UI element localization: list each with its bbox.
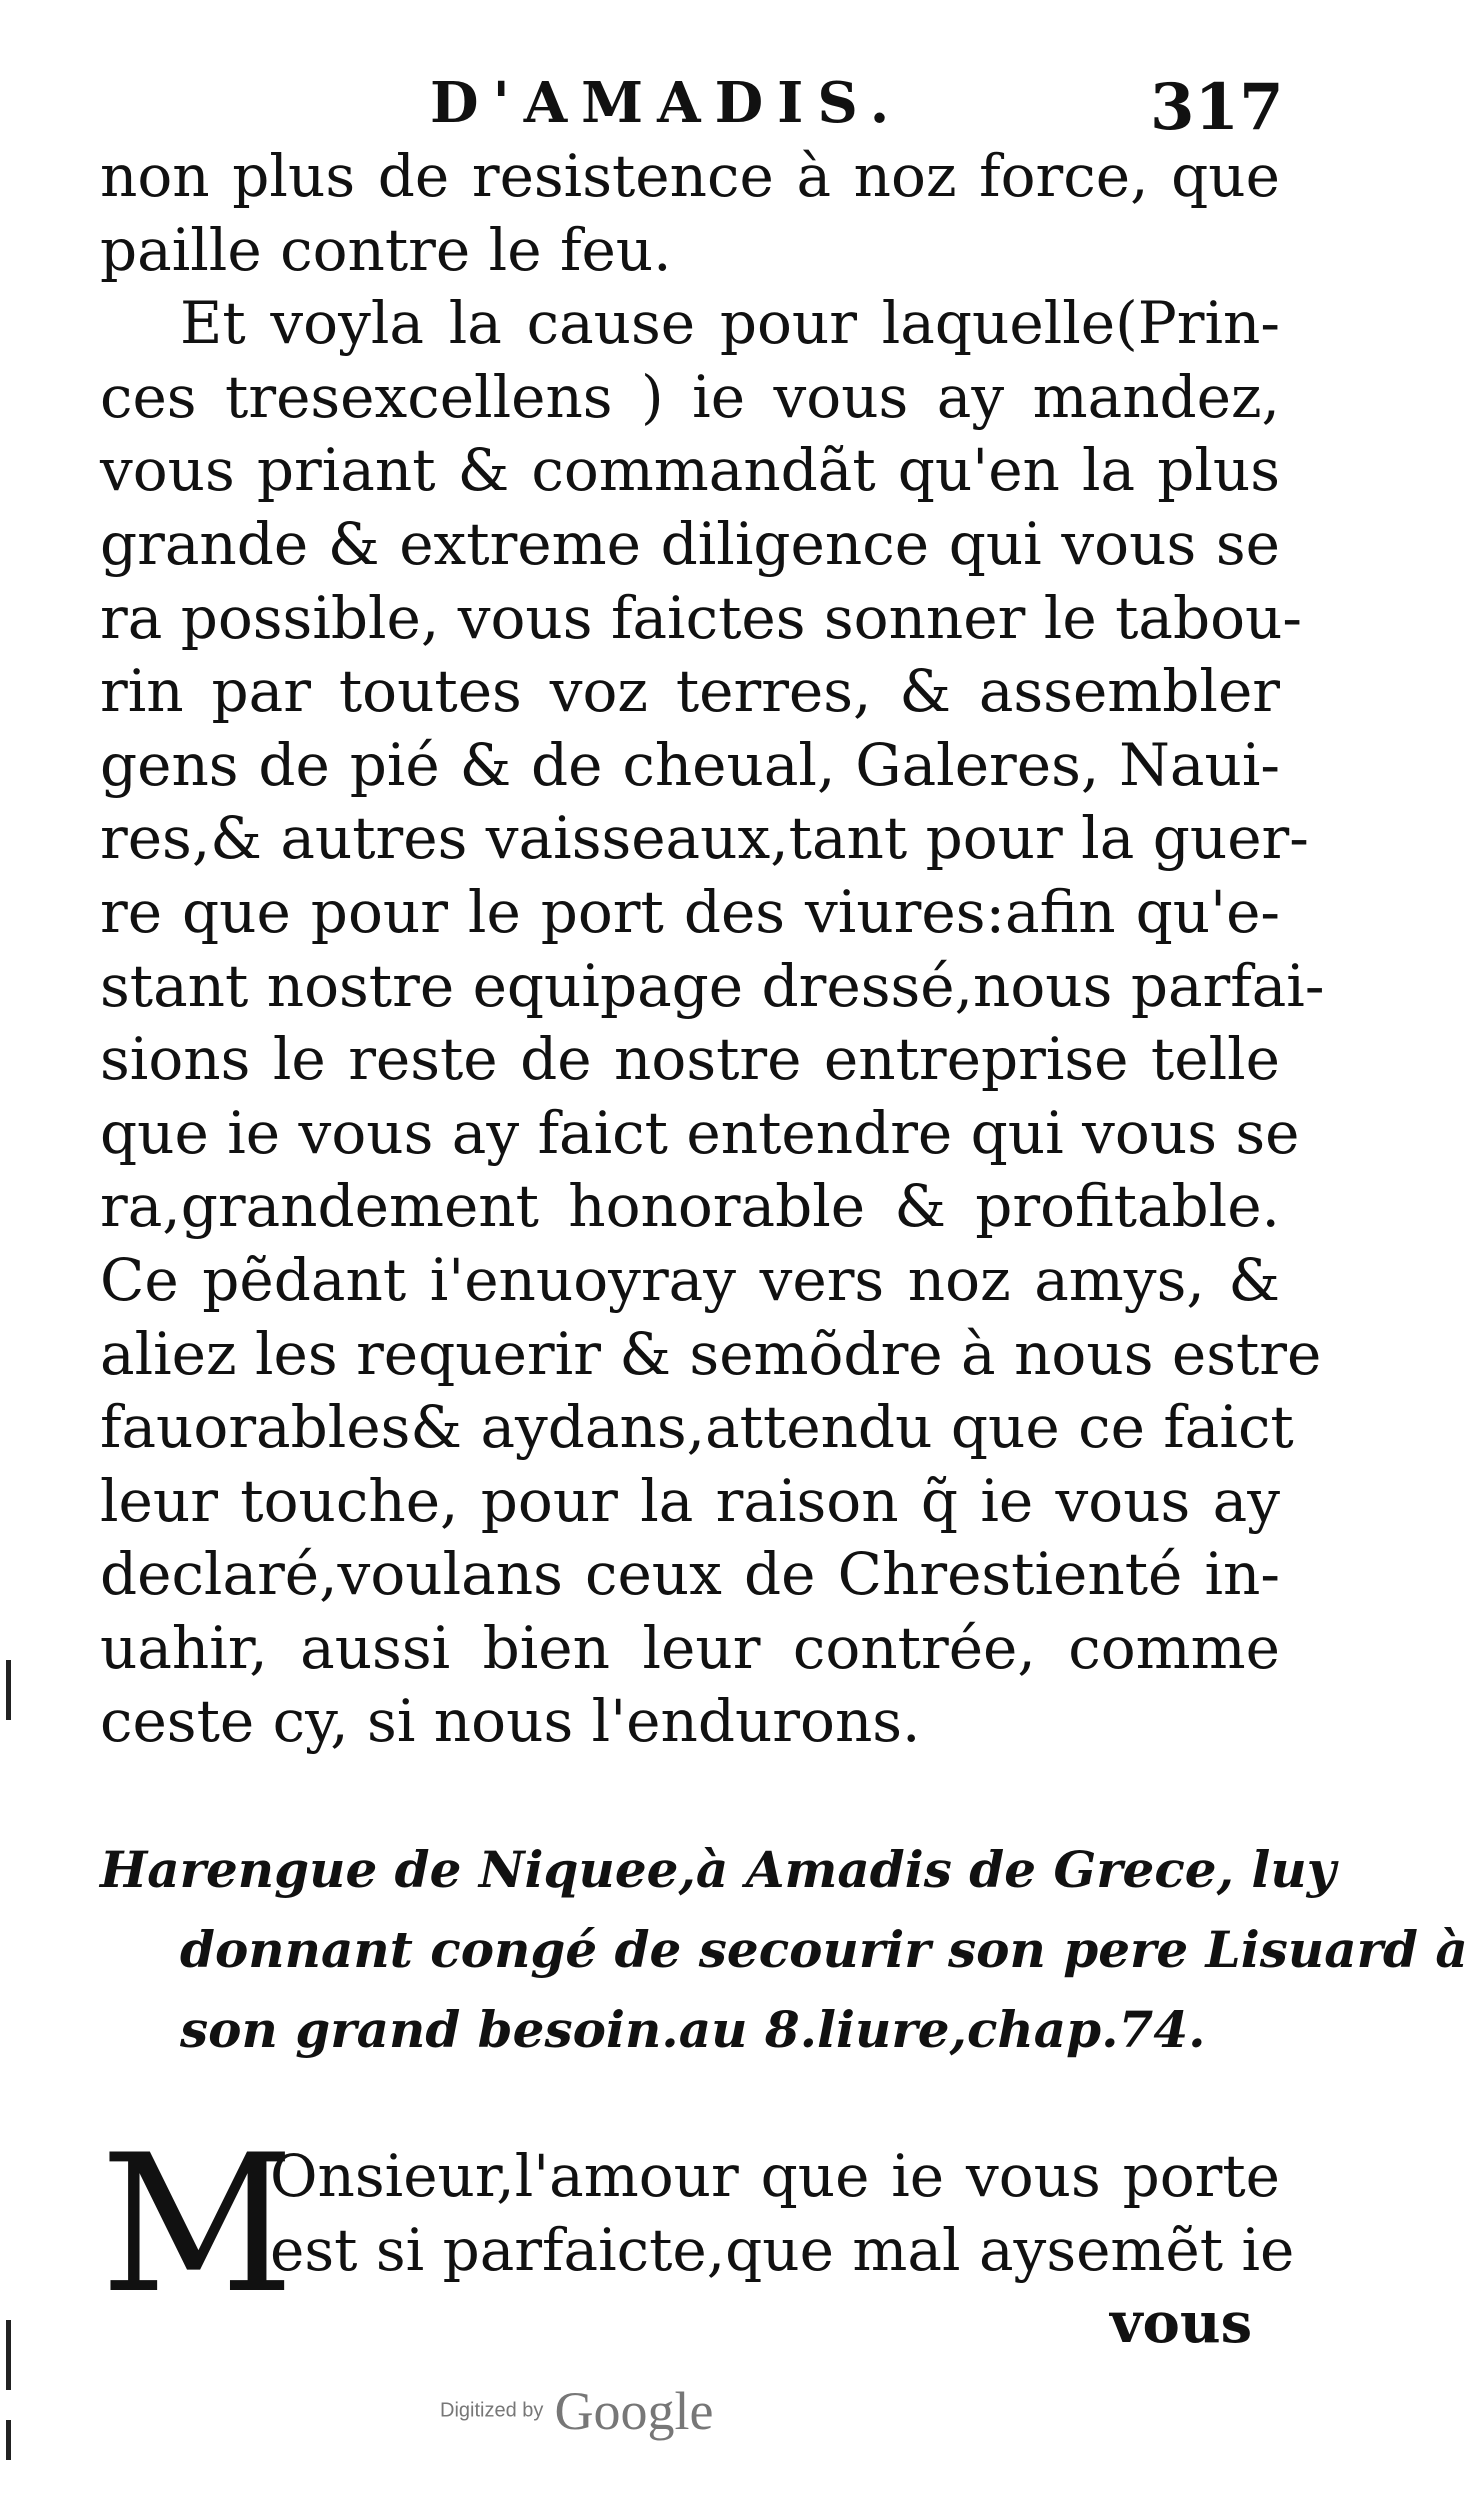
- digitized-label: Digitized by: [440, 2399, 544, 2422]
- text-line: que ie vous ay faict entendre qui vous se: [100, 1098, 1300, 1167]
- opening-lines: [270, 2140, 1295, 2287]
- text-line: fauorables& aydans,attendu que ce faict: [100, 1393, 1294, 1462]
- running-head: D'AMADIS.: [430, 70, 904, 136]
- page-edge-mark: [6, 1660, 11, 1720]
- page-number: 317: [1150, 70, 1284, 145]
- heading-line: son grand besoin.au 8.liure,chap.74.: [180, 2000, 1206, 2059]
- text-line: ra possible, vous faictes sonner le tabou-: [100, 583, 1302, 652]
- text-line: stant nostre equipage dressé,nous parfai-: [100, 951, 1325, 1020]
- text-line: uahir, aussi bien leur contrée, comme: [100, 1613, 1280, 1682]
- heading-line: donnant congé de secourir son pere Lisuard à: [180, 1920, 1468, 1979]
- text-line: gens de pié & de cheual, Galeres, Naui-: [100, 730, 1280, 799]
- drop-cap: M: [100, 2114, 295, 2335]
- opening-paragraph: [100, 2114, 1295, 2360]
- digitization-watermark: [440, 2380, 713, 2442]
- catchword: vous: [1110, 2290, 1253, 2356]
- heading-line: Harengue de Niquee,à Amadis de Grece, luy: [100, 1840, 1336, 1899]
- text-line: sions le reste de nostre entreprise telle: [100, 1025, 1280, 1094]
- text-line: ceste cy, si nous l'endurons.: [100, 1687, 921, 1756]
- text-line: rin par toutes voz terres, & assembler: [100, 657, 1280, 726]
- section-heading: [100, 1830, 1468, 2070]
- text-line: est si parfaicte,que mal aysemẽt ie: [270, 2215, 1295, 2284]
- text-line: aliez les requerir & semõdre à nous estre: [100, 1319, 1322, 1388]
- text-line: non plus de resistence à noz force, que: [100, 142, 1280, 210]
- brand-logo: Google: [554, 2381, 714, 2441]
- page-edge-mark: [6, 2320, 11, 2390]
- text-line: vous priant & commandãt qu'en la plus: [100, 436, 1280, 505]
- text-line: re que pour le port des viures:afin qu'e-: [100, 877, 1280, 946]
- text-line: leur touche, pour la raison q̃ ie vous ay: [100, 1466, 1280, 1535]
- text-line: grande & extreme diligence qui vous se: [100, 509, 1280, 578]
- text-line: ces tresexcellens ) ie vous ay mandez,: [100, 362, 1280, 431]
- body-text: [100, 140, 1325, 1759]
- text-line: Onsieur,l'amour que ie vous porte: [270, 2142, 1280, 2210]
- text-line: declaré,voulans ceux de Chrestienté in-: [100, 1540, 1280, 1609]
- text-line: Ce pẽdant i'enuoyray vers noz amys, &: [100, 1245, 1280, 1314]
- text-line: res,& autres vaisseaux,tant pour la guer-: [100, 804, 1309, 873]
- text-line: paille contre le feu.: [100, 215, 672, 284]
- text-line: Et voyla la cause pour laquelle(Prin-: [180, 289, 1280, 358]
- page-edge-mark: [6, 2420, 11, 2460]
- text-line: ra,grandement honorable & profitable.: [100, 1172, 1280, 1241]
